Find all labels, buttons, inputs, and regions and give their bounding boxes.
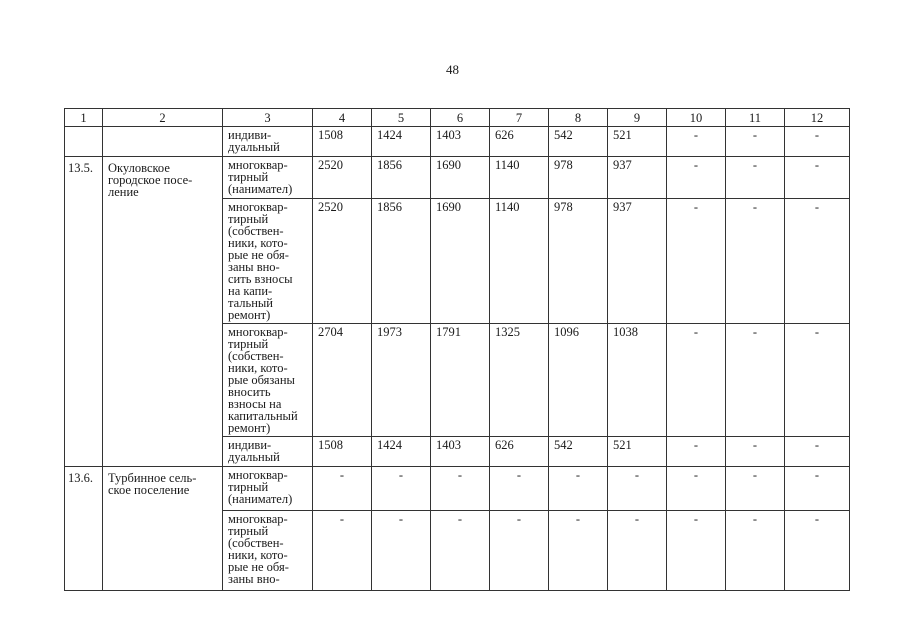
housing-type-text: многоквар- тирный (нанимател) bbox=[228, 468, 293, 506]
value-cell: 1508 bbox=[313, 127, 372, 157]
value-cell: 626 bbox=[490, 127, 549, 157]
housing-type-text: многоквар- тирный (собствен- ники, кото- рые не обя- заны вно- bbox=[228, 512, 289, 586]
value-cell: 1690 bbox=[431, 199, 490, 324]
value-cell: 1508 bbox=[313, 437, 372, 467]
value-cell: 1424 bbox=[372, 127, 431, 157]
value-cell: - bbox=[785, 127, 850, 157]
housing-type-cell bbox=[223, 467, 313, 511]
value-cell: - bbox=[785, 324, 850, 437]
settlement-name: Окуловское городское посе- ление bbox=[108, 161, 193, 199]
housing-type-cell bbox=[223, 199, 313, 324]
value-cell: - bbox=[785, 199, 850, 324]
value-cell: 1973 bbox=[372, 324, 431, 437]
value-cell: 1856 bbox=[372, 157, 431, 199]
housing-type-text: многоквар- тирный (нанимател) bbox=[228, 158, 293, 196]
housing-type-text: индиви- дуальный bbox=[228, 438, 280, 464]
value-cell: - bbox=[549, 511, 608, 591]
value-cell: - bbox=[785, 467, 850, 511]
header-cell: 8 bbox=[549, 109, 608, 127]
table-row bbox=[65, 127, 850, 157]
tariff-table bbox=[64, 108, 850, 591]
housing-type-text: индиви- дуальный bbox=[228, 128, 280, 154]
header-cell: 11 bbox=[726, 109, 785, 127]
value-cell: 1140 bbox=[490, 157, 549, 199]
value-cell: 978 bbox=[549, 157, 608, 199]
settlement-name-cell bbox=[103, 127, 223, 157]
value-cell: 2520 bbox=[313, 157, 372, 199]
value-cell: 521 bbox=[608, 437, 667, 467]
table-row bbox=[65, 467, 850, 511]
value-cell: - bbox=[726, 467, 785, 511]
header-cell: 5 bbox=[372, 109, 431, 127]
housing-type-cell bbox=[223, 437, 313, 467]
row-number-cell: 13.6. bbox=[65, 467, 103, 591]
value-cell: - bbox=[726, 127, 785, 157]
value-cell: - bbox=[372, 467, 431, 511]
value-cell: - bbox=[372, 511, 431, 591]
value-cell: 1856 bbox=[372, 199, 431, 324]
value-cell: - bbox=[431, 511, 490, 591]
header-cell: 9 bbox=[608, 109, 667, 127]
value-cell: - bbox=[667, 511, 726, 591]
value-cell: - bbox=[785, 511, 850, 591]
value-cell: - bbox=[549, 467, 608, 511]
value-cell: 1096 bbox=[549, 324, 608, 437]
housing-type-cell bbox=[223, 157, 313, 199]
settlement-name: Турбинное сель- ское поселение bbox=[108, 471, 197, 497]
value-cell: - bbox=[431, 467, 490, 511]
row-number-cell: 13.5. bbox=[65, 157, 103, 467]
housing-type-cell bbox=[223, 127, 313, 157]
row-number-cell bbox=[65, 127, 103, 157]
value-cell: - bbox=[608, 511, 667, 591]
value-cell: - bbox=[667, 467, 726, 511]
value-cell: - bbox=[726, 511, 785, 591]
value-cell: - bbox=[726, 157, 785, 199]
value-cell: - bbox=[667, 199, 726, 324]
value-cell: 1690 bbox=[431, 157, 490, 199]
header-cell: 2 bbox=[103, 109, 223, 127]
housing-type-text: многоквар- тирный (собствен- ники, кото- рые не обя- заны вно- сить взносы на капи- тальный ремонт) bbox=[228, 200, 293, 322]
header-cell: 7 bbox=[490, 109, 549, 127]
header-cell: 4 bbox=[313, 109, 372, 127]
header-cell: 12 bbox=[785, 109, 850, 127]
value-cell: - bbox=[313, 467, 372, 511]
header-cell: 6 bbox=[431, 109, 490, 127]
value-cell: - bbox=[667, 157, 726, 199]
value-cell: 521 bbox=[608, 127, 667, 157]
value-cell: - bbox=[726, 437, 785, 467]
value-cell: 1424 bbox=[372, 437, 431, 467]
value-cell: 1791 bbox=[431, 324, 490, 437]
housing-type-text: многоквар- тирный (собствен- ники, кото- рые обязаны вносить взносы на капитальный ремонт) bbox=[228, 325, 298, 435]
housing-type-cell bbox=[223, 324, 313, 437]
value-cell: - bbox=[667, 127, 726, 157]
value-cell: - bbox=[608, 467, 667, 511]
value-cell: - bbox=[313, 511, 372, 591]
value-cell: 2520 bbox=[313, 199, 372, 324]
settlement-name-cell bbox=[103, 157, 223, 467]
value-cell: 1325 bbox=[490, 324, 549, 437]
header-cell: 1 bbox=[65, 109, 103, 127]
header-cell: 3 bbox=[223, 109, 313, 127]
value-cell: 1038 bbox=[608, 324, 667, 437]
value-cell: - bbox=[726, 199, 785, 324]
value-cell: 1403 bbox=[431, 127, 490, 157]
value-cell: 542 bbox=[549, 437, 608, 467]
value-cell: 2704 bbox=[313, 324, 372, 437]
value-cell: - bbox=[667, 324, 726, 437]
value-cell: 626 bbox=[490, 437, 549, 467]
value-cell: 542 bbox=[549, 127, 608, 157]
value-cell: - bbox=[667, 437, 726, 467]
value-cell: - bbox=[490, 511, 549, 591]
value-cell: 978 bbox=[549, 199, 608, 324]
value-cell: - bbox=[726, 324, 785, 437]
page-number: 48 bbox=[446, 62, 459, 77]
value-cell: - bbox=[785, 437, 850, 467]
settlement-name-cell bbox=[103, 467, 223, 591]
header-row bbox=[65, 109, 850, 127]
value-cell: 937 bbox=[608, 199, 667, 324]
table-row bbox=[65, 157, 850, 199]
value-cell: 1403 bbox=[431, 437, 490, 467]
header-cell: 10 bbox=[667, 109, 726, 127]
value-cell: 1140 bbox=[490, 199, 549, 324]
housing-type-cell bbox=[223, 511, 313, 591]
value-cell: - bbox=[785, 157, 850, 199]
value-cell: 937 bbox=[608, 157, 667, 199]
value-cell: - bbox=[490, 467, 549, 511]
